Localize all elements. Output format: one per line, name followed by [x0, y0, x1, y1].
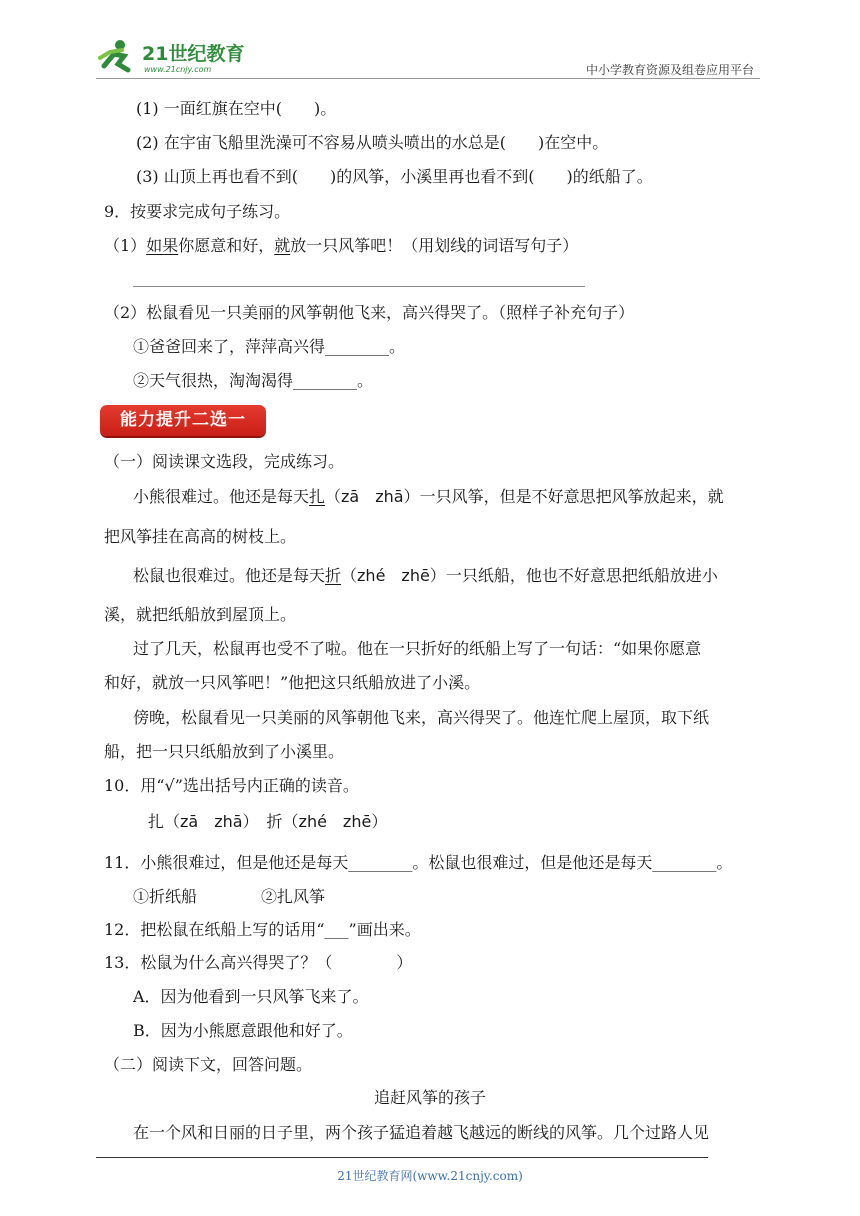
- q9-sentence-1: （1）如果你愿意和好，就放一只风筝吧！（用划线的词语写句子）: [104, 236, 579, 255]
- passage-line: 在一个风和日丽的日子里，两个孩子猛追着越飞越远的断线的风筝。几个过路人见: [133, 1123, 710, 1142]
- q10-title: 10．用“√”选出括号内正确的读音。: [104, 776, 359, 795]
- q9-title: 9．按要求完成句子练习。: [104, 202, 291, 221]
- underlined-word-jiu: 就: [274, 236, 291, 255]
- q11-options: ①折纸船 ②扎风筝: [133, 887, 326, 906]
- q12-title: 12．把松鼠在纸船上写的话用“___”画出来。: [104, 920, 421, 939]
- passage-line: 船，把一只只纸船放到了小溪里。: [104, 742, 345, 761]
- q13-option-a[interactable]: A．因为他看到一只风筝飞来了。: [133, 987, 369, 1006]
- passage-line: 松鼠也很难过。他还是每天折（zhé zhē）一只纸船，他也不好意思把纸船放进小: [133, 566, 718, 585]
- svg-text:www.21cnjy.com: www.21cnjy.com: [144, 65, 212, 74]
- passage-line: 过了几天，松鼠再也受不了啦。他在一只折好的纸船上写了一句话：“如果你愿意: [133, 639, 702, 658]
- passage-line: 和好，就放一只风筝吧！”他把这只纸船放进了小溪。: [104, 673, 481, 692]
- underlined-word-ruguo: 如果: [146, 236, 179, 255]
- q9-sentence-2: （2）松鼠看见一只美丽的风筝朝他飞来，高兴得哭了。（照样子补充句子）: [104, 303, 635, 322]
- q8-item-2: (2) 在宇宙飞船里洗澡可不容易从喷头喷出的水总是( )在空中。: [136, 133, 609, 152]
- story-title: 追赶风筝的孩子: [373, 1088, 486, 1107]
- q11-title: 11．小熊很难过，但是他还是每天________。松鼠也很难过，但是他还是每天________。: [104, 853, 733, 872]
- q10-options: 扎（zā zhā） 折（zhé zhē）: [148, 812, 388, 831]
- q8-item-3: (3) 山顶上再也看不到( )的风筝，小溪里再也看不到( )的纸船了。: [136, 167, 653, 186]
- section2-heading: （二）阅读下文，回答问题。: [104, 1055, 313, 1074]
- footer-text: 21世纪教育网(www.21cnjy.com): [337, 1169, 523, 1183]
- runner-logo-icon: [96, 36, 256, 76]
- header-platform-text: 中小学教育资源及组卷应用平台: [585, 63, 754, 77]
- passage-line: 把风筝挂在高高的树枝上。: [104, 527, 297, 546]
- q9-sentence-2a: ①爸爸回来了，萍萍高兴得________。: [133, 337, 406, 356]
- q9-sentence-2b: ②天气很热，淘淘渴得________。: [133, 371, 374, 390]
- site-logo: [96, 36, 256, 76]
- passage-line: 小熊很难过。他还是每天扎（zā zhā）一只风筝，但是不好意思把风筝放起来，就: [133, 487, 724, 506]
- svg-text:21世纪教育: 21世纪教育: [142, 43, 245, 65]
- passage-line: 傍晚，松鼠看见一只美丽的风筝朝他飞来，高兴得哭了。他连忙爬上屋顶，取下纸: [133, 708, 710, 727]
- passage-line: 溪，就把纸船放到屋顶上。: [104, 605, 297, 624]
- section1-heading: （一）阅读课文选段，完成练习。: [104, 452, 345, 471]
- q8-item-1: (1) 一面红旗在空中( )。: [136, 99, 337, 118]
- q13-option-b[interactable]: B．因为小熊愿意跟他和好了。: [133, 1021, 353, 1040]
- footer-divider: [96, 1157, 708, 1158]
- q13-title: 13．松鼠为什么高兴得哭了？（ ）: [104, 953, 413, 972]
- answer-line[interactable]: [133, 286, 585, 287]
- section-badge: 能力提升二选一: [100, 405, 266, 436]
- header-divider: [96, 78, 760, 79]
